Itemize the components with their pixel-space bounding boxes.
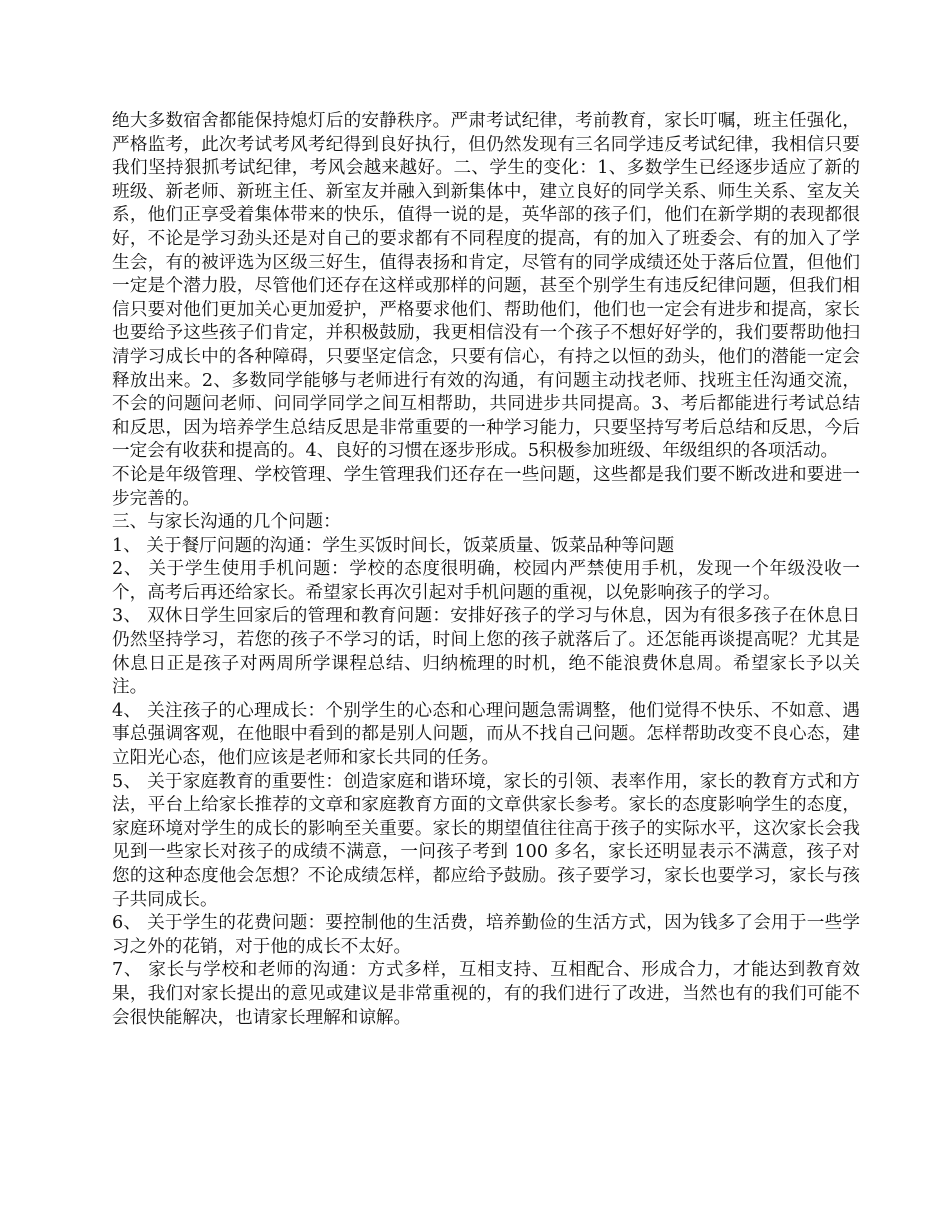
section-heading-parent-communication: 三、与家长沟通的几个问题： <box>112 512 341 533</box>
list-item-school-communication: 7、 家长与学校和老师的沟通：方式多样，互相支持、互相配合、形成合力，才能达到教育效果，我们对家长提出的意见或建议是非常重视的，有的我们进行了改进，当然也有的我们可能不会很快能解决，也请家长理解和谅解。 <box>112 960 860 1028</box>
list-item-weekend-management: 3、 双休日学生回家后的管理和教育问题：安排好孩子的学习与休息，因为有很多孩子在休息日仍然坚持学习，若您的孩子不学习的话，时间上您的孩子就落后了。还怎能再谈提高呢？尤其是休息日正是孩子对两周所学课程总结、归纳梳理的时机，绝不能浪费休息周。希望家长予以关注。 <box>112 606 860 698</box>
list-item-family-education: 5、 关于家庭教育的重要性：创造家庭和谐环境，家长的引领、表率作用，家长的教育方式和方法，平台上给家长推荐的文章和家庭教育方面的文章供家长参考。家长的态度影响学生的态度，家庭环境对学生的成长的影响至关重要。家长的期望值往往高于孩子的实际水平，这次家长会我见到一些家长对孩子的成绩不满意，一问孩子考到 100 多名，家长还明显表示不满意，孩子对您的这种态度他会怎想？不论成绩怎样，都应给予鼓励。孩子要学习，家长也要学习，家长与孩子共同成长。 <box>112 771 860 910</box>
list-item-student-spending: 6、 关于学生的花费问题：要控制他的生活费，培养勤俭的生活方式，因为钱多了会用于一些学习之外的花销，对于他的成长不太好。 <box>112 913 860 957</box>
paragraph-student-changes: 绝大多数宿舍都能保持熄灯后的安静秩序。严肃考试纪律，考前教育，家长叮嘱，班主任强化，严格监考，此次考试考风考纪得到良好执行，但仍然发现有三名同学违反考试纪律，我相信只要我们坚持狠抓考试纪律，考风会越来越好。二、学生的变化：1、多数学生已经逐步适应了新的班级、新老师、新班主任、新室友并融入到新集体中，建立良好的同学关系、师生关系、室友关系，他们正享受着集体带来的快乐，值得一说的是，英华部的孩子们，他们在新学期的表现都很好，不论是学习劲头还是对自己的要求都有不同程度的提高，有的加入了班委会、有的加入了学生会，有的被评选为区级三好生，值得表扬和肯定，尽管有的同学成绩还处于落后位置，但他们一定是个潜力股，尽管他们还存在这样或那样的问题，甚至个别学生有违反纪律问题，但我们相信只要对他们更加关心更加爱护，严格要求他们、帮助他们，他们也一定会有进步和提高，家长也要给予这些孩子们肯定，并积极鼓励，我更相信没有一个孩子不想好好学的，我们要帮助他扫清学习成长中的各种障碍，只要坚定信念，只要有信心，有持之以恒的劲头，他们的潜能一定会释放出来。2、多数同学能够与老师进行有效的沟通，有问题主动找老师、找班主任沟通交流，不会的问题问老师、问同学同学之间互相帮助，共同进步共同提高。3、考后都能进行考试总结和反思，因为培养学生总结反思是非常重要的一种学习能力，只要坚持写考后总结和反思，今后一定会有收获和提高的。4、良好的习惯在逐步形成。5积极参加班级、年级组织的各项活动。 <box>112 111 860 462</box>
document-body <box>112 110 860 1030</box>
paragraph-management-issues: 不论是年级管理、学校管理、学生管理我们还存在一些问题，这些都是我们要不断改进和要进一步完善的。 <box>112 464 860 509</box>
list-item-cafeteria: 1、 关于餐厅问题的沟通：学生买饭时间长，饭菜质量、饭菜品种等问题 <box>112 535 675 556</box>
list-item-mobile-phone: 2、 关于学生使用手机问题：学校的态度很明确，校园内严禁使用手机，发现一个年级没收一个，高考后再还给家长。希望家长再次引起对手机问题的重视，以免影响孩子的学习。 <box>112 559 860 603</box>
list-item-psychological-growth: 4、 关注孩子的心理成长：个别学生的心态和心理问题急需调整，他们觉得不快乐、不如意、遇事总强调客观，在他眼中看到的都是别人问题，而从不找自己问题。怎样帮助改变不良心态，建立阳光心态，他们应该是老师和家长共同的任务。 <box>112 700 860 769</box>
